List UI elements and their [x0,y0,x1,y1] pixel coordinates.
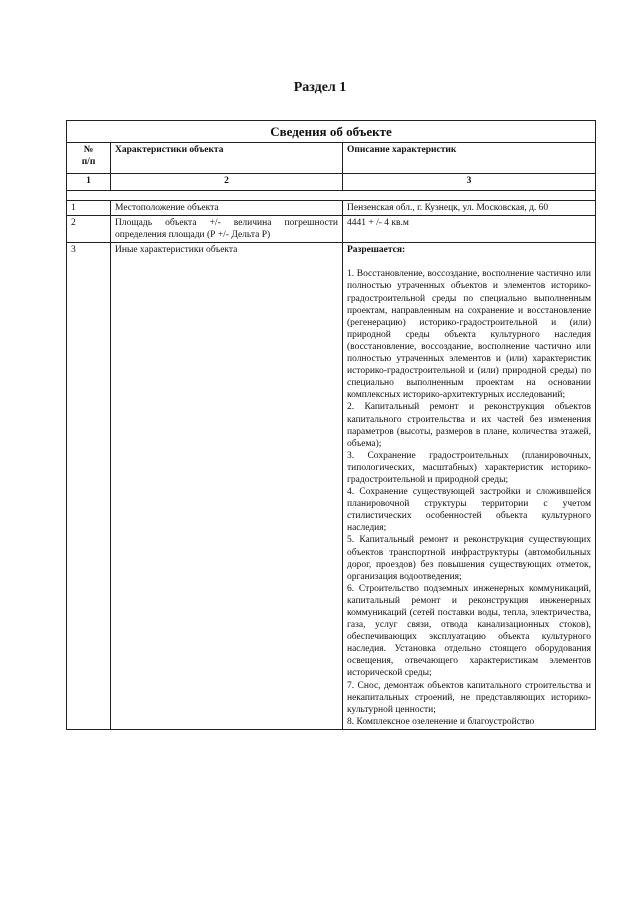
header-characteristics: Характеристики объекта [111,143,343,174]
row-description [343,243,596,730]
allowed-item: 5. Капитальный ремонт и реконструкция существующих объектов транспортной инфраструктуры (автомобильных дорог, проездов) без повышения существующих отметок, организация водоотведения; [347,535,591,582]
table-row [67,201,596,216]
table-caption: Сведения об объекте [67,121,596,143]
allowed-item: 7. Снос, демонтаж объектов капитального строительства и некапитальных строений, не представляющих историко-культурной ценности; [347,680,591,715]
column-index-row [67,174,596,191]
allowed-title: Разрешается: [347,245,406,256]
allowed-item: 8. Комплексное озеленение и благоустройство [347,716,535,727]
allowed-item: 1. Восстановление, воссоздание, восполнение частично или полностью утраченных объектов и элементов историко-градостроительной среды по специально выполненным проектам, направленным на сохранение и восстановление (регенерацию) историко-градостроительной и (или) природной среды объекта культурного наследия (восстановление, воссоздание, восполнение частично или полностью утраченных элементов и (или) характеристик историко-градостроительной и (или) природной среды) по специально выполненным проектам на основании комплексных историко-архитектурных исследований; [347,269,591,401]
row-name: Местоположение объекта [111,201,343,216]
header-number: № п/п [67,143,111,174]
allowed-item: 2. Капитальный ремонт и реконструкция объектов капитального строительства и их частей без изменения параметров (высоты, размеров в плане, количества этажей, объема); [347,402,591,449]
column-index: 2 [111,174,343,191]
allowed-item: 3. Сохранение градостроительных (планировочных, типологических, масштабных) характеристик историко-градостроительной и природной среды; [347,450,591,485]
row-description: Пензенская обл., г. Кузнецк, ул. Московская, д. 60 [343,201,596,216]
row-description: 4441 + /- 4 кв.м [343,216,596,243]
table-header-row [67,143,596,174]
table-row [67,216,596,243]
column-index: 3 [343,174,596,191]
allowed-item: 4. Сохранение существующей застройки и сложившейся планировочной структуры территории с учетом стилистических особенностей объекта культурного наследия; [347,487,591,534]
object-info-table [66,120,596,730]
table-row [67,243,596,730]
row-number: 3 [67,243,111,730]
header-description: Описание характеристик [343,143,596,174]
row-number: 2 [67,216,111,243]
spacer-row [67,191,596,201]
page-title: Раздел 1 [293,80,347,95]
allowed-item: 6. Строительство подземных инженерных коммуникаций, капитальный ремонт и реконструкция инженерных коммуникаций (сетей поставки воды, тепла, электричества, газа, услуг связи, отвода канализационных стоков), обеспечивающих эксплуатацию объекта культурного наследия. Установка отдельно стоящего оборудования освещения, отвечающего характеристикам элементов исторической среды; [347,583,591,679]
row-name: Иные характеристики объекта [111,243,343,730]
row-name: Площадь объекта +/- величина погрешности определения площади (Р +/- Дельта Р) [111,216,343,243]
column-index: 1 [67,174,111,191]
row-number: 1 [67,201,111,216]
